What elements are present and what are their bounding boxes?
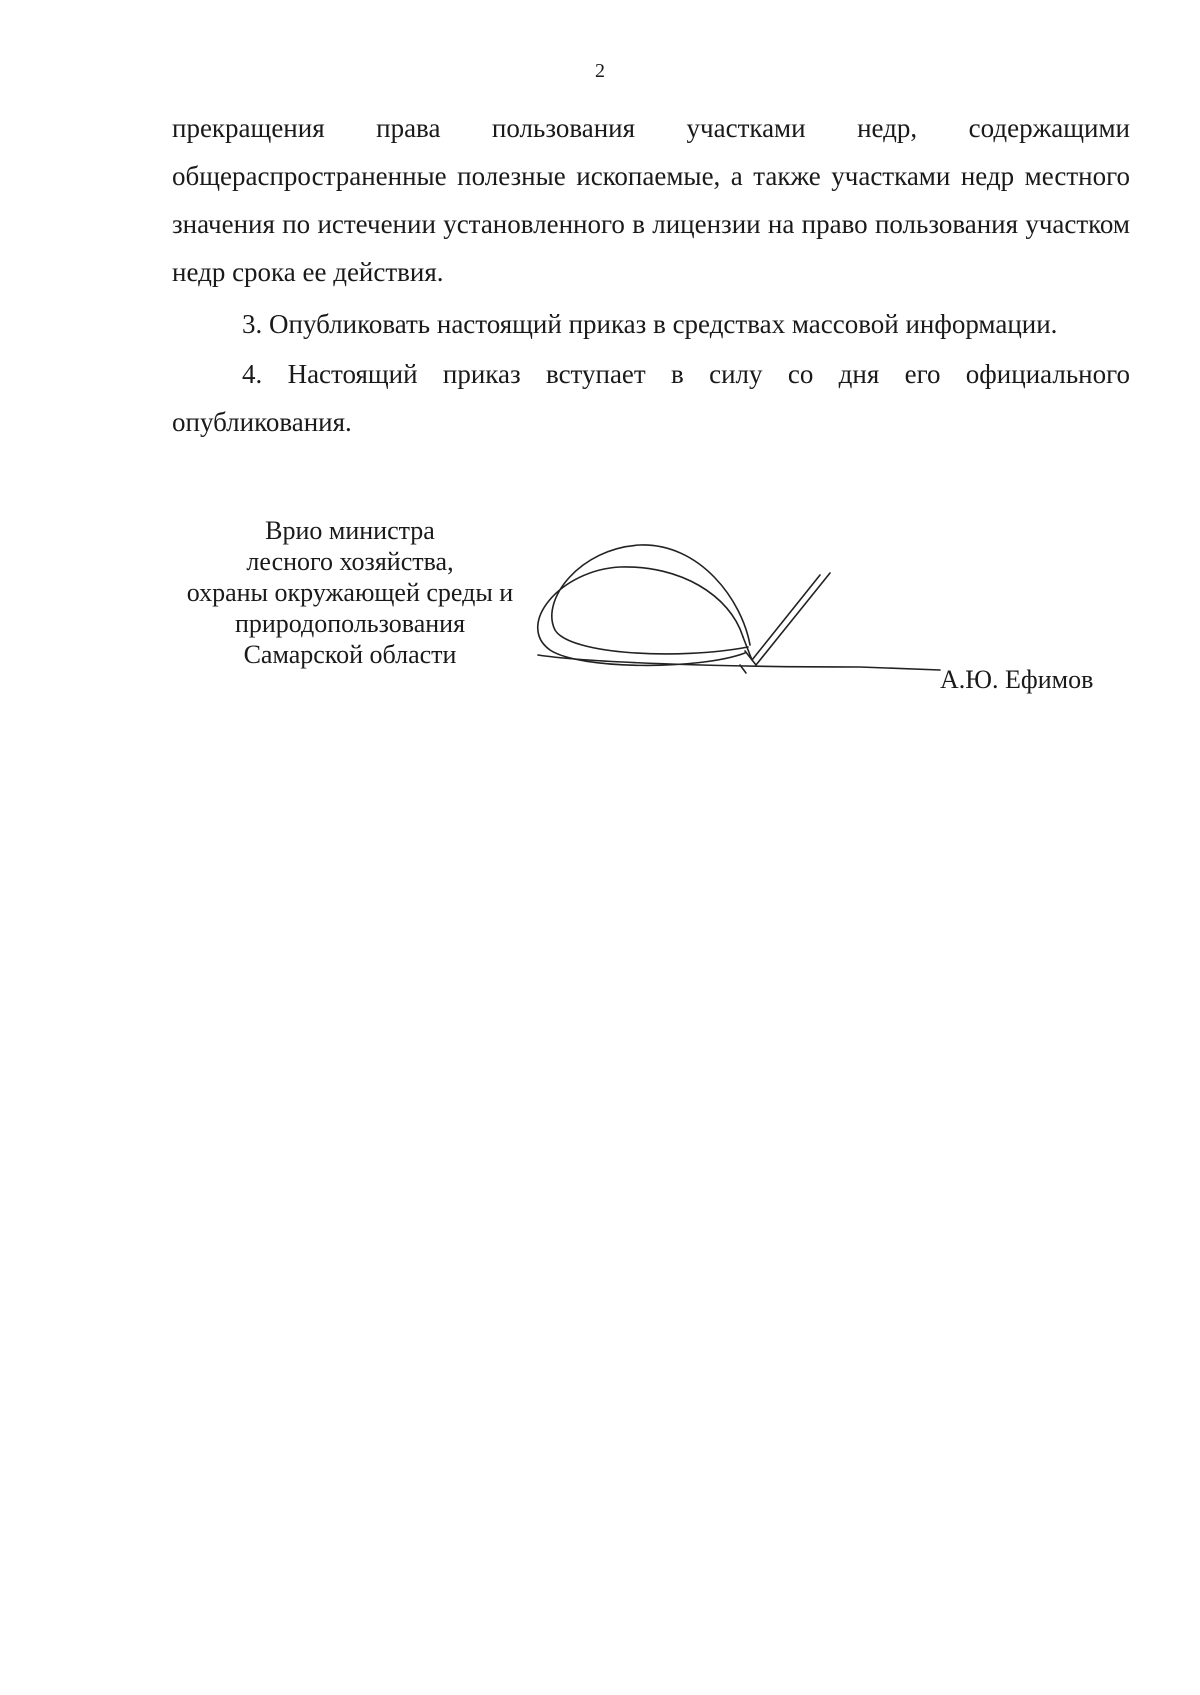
signatory-title-line: лесного хозяйства, bbox=[246, 547, 454, 576]
handwritten-signature bbox=[530, 525, 950, 695]
signatory-title bbox=[160, 515, 540, 670]
signatory-title-line: Врио министра bbox=[265, 516, 435, 545]
paragraph-continued: прекращения права пользования участками недр, содержащими общераспространенные полезные ископаемые, а также участками недр местного значения по истечении установленного в лицензии на право пользования участком недр срока ее действия. bbox=[172, 113, 1130, 287]
paragraph-3: 3. Опубликовать настоящий приказ в средствах массовой информации. bbox=[242, 309, 1058, 339]
signatory-title-line: Самарской области bbox=[243, 640, 457, 669]
page-number: 2 bbox=[595, 60, 605, 82]
paragraph-4: 4. Настоящий приказ вступает в силу со дня его официального опубликования. bbox=[172, 359, 1130, 437]
signatory-title-line: охраны окружающей среды и bbox=[186, 578, 514, 607]
signatory-title-line: природопользования bbox=[234, 609, 466, 638]
signer-name: А.Ю. Ефимов bbox=[940, 665, 1094, 694]
